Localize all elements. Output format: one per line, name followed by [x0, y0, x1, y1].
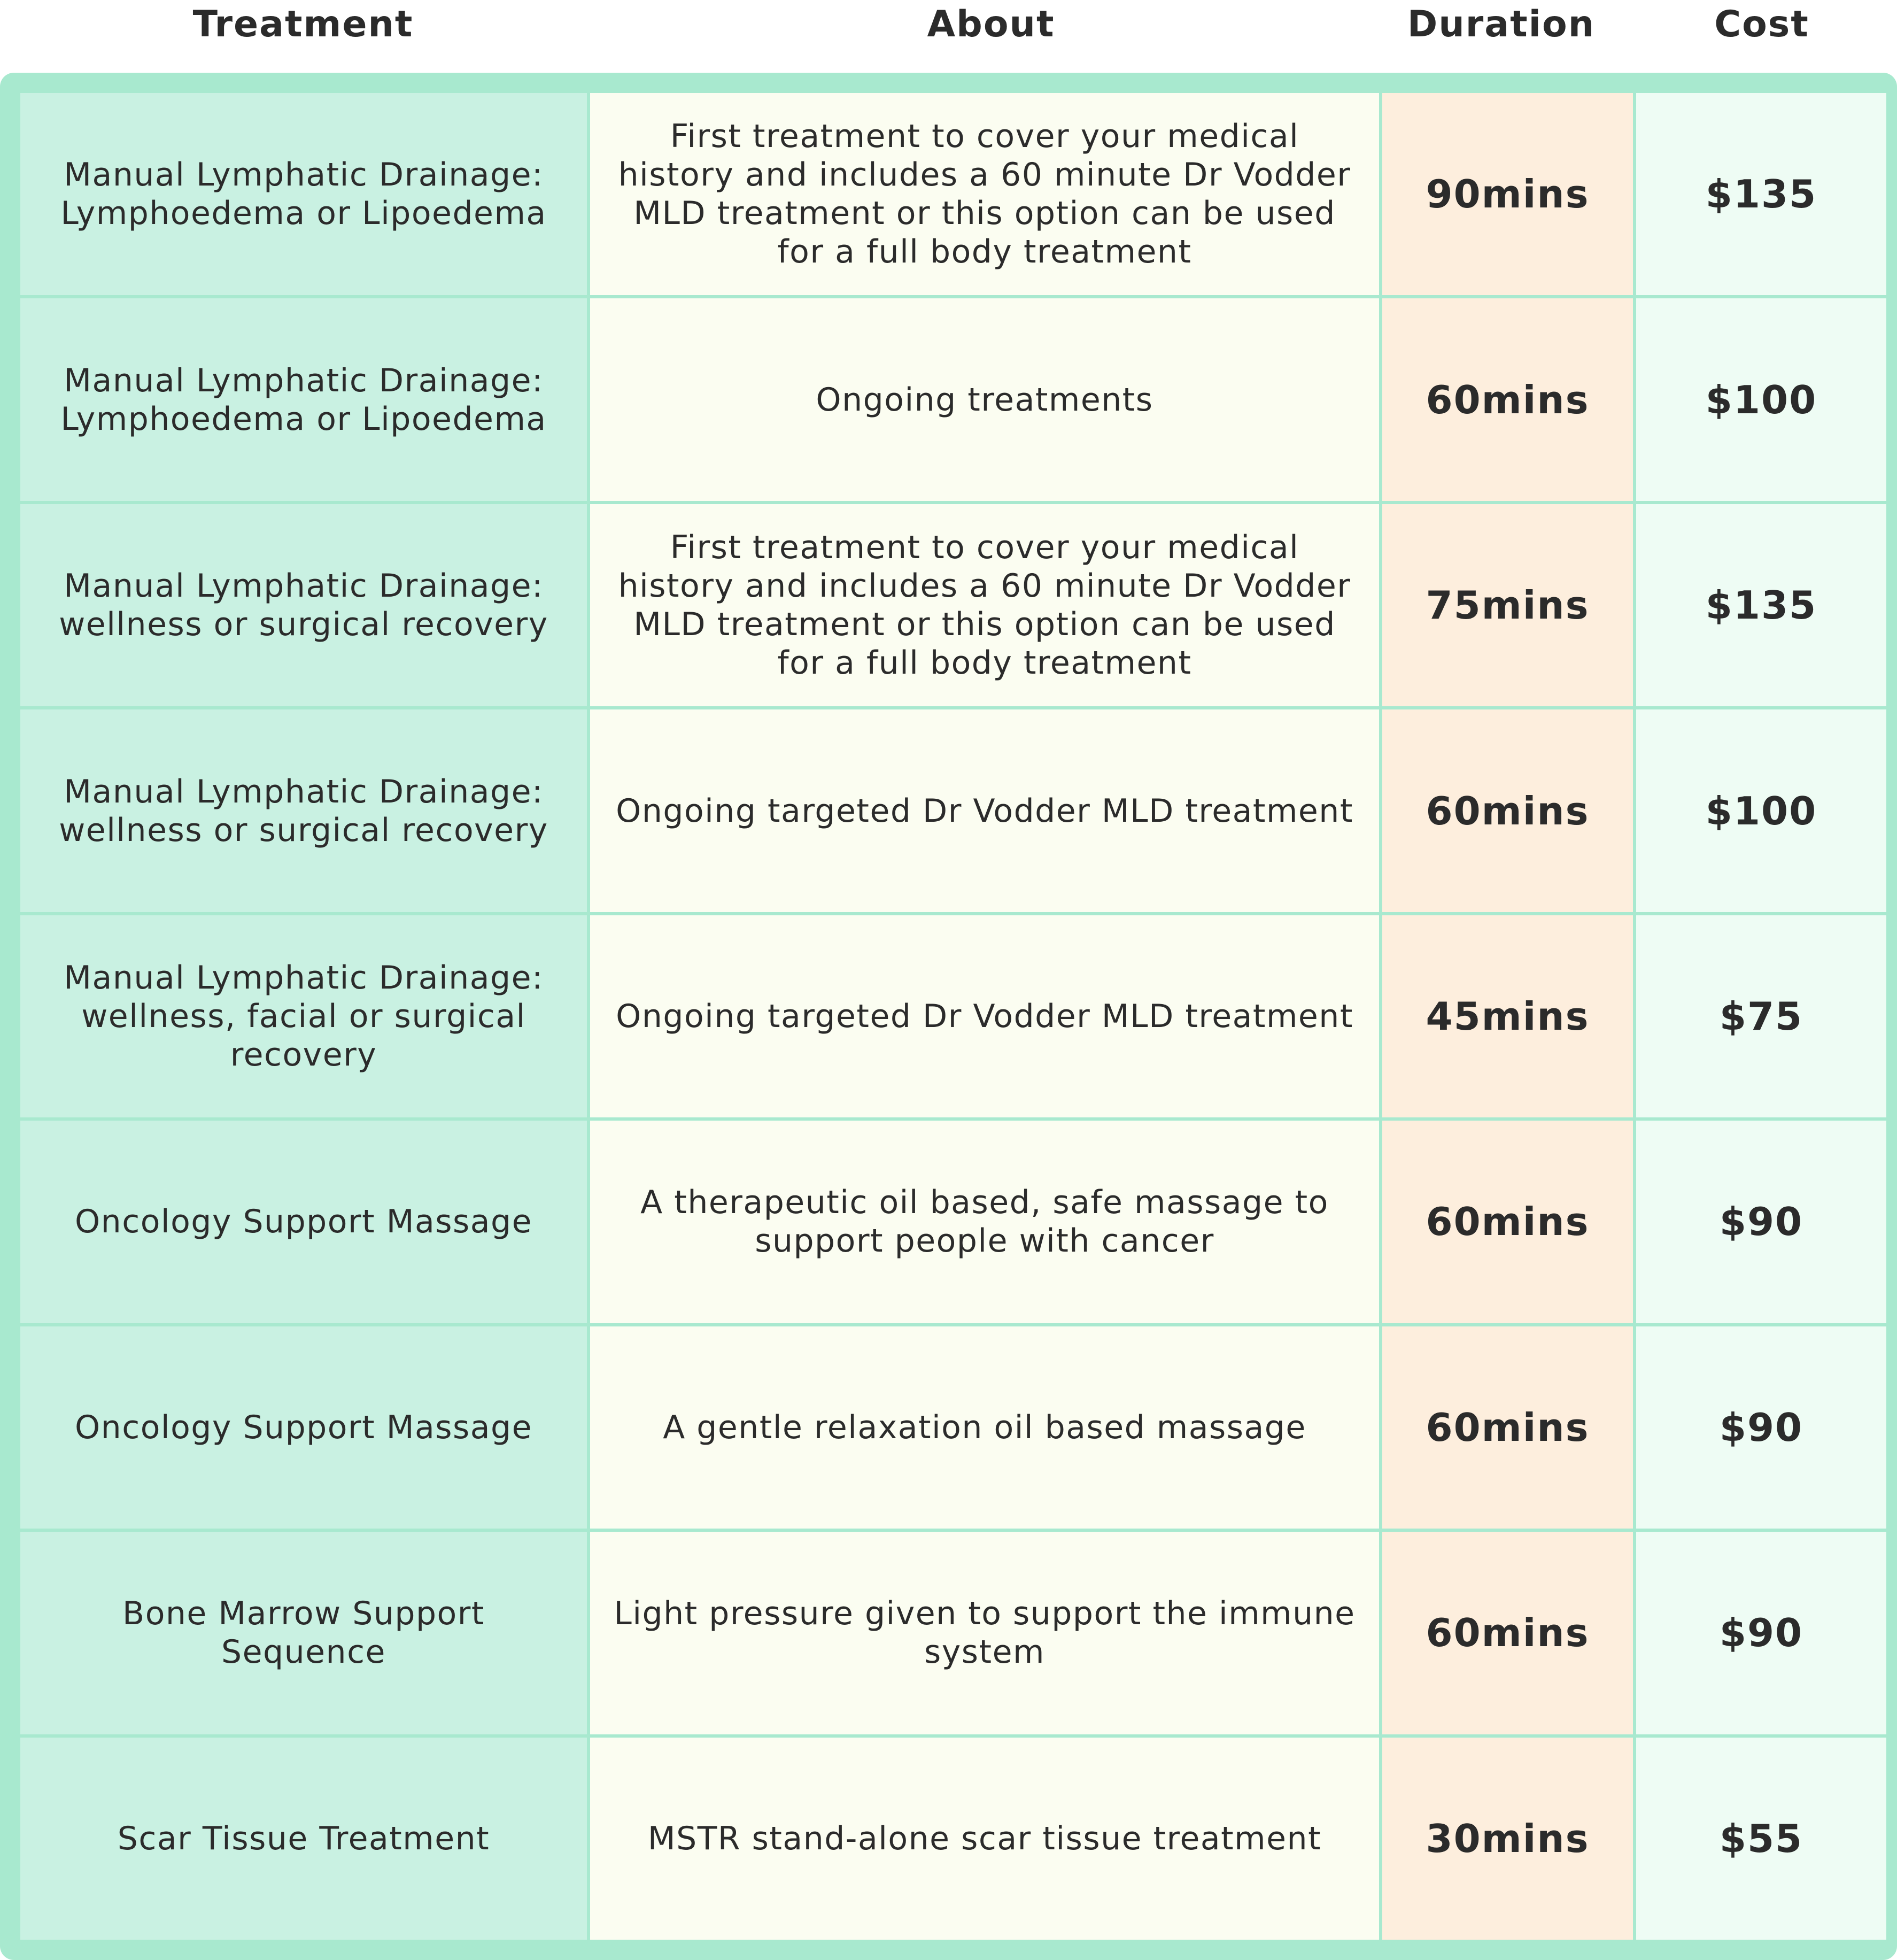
treatment-description: Ongoing targeted Dr Vodder MLD treatment	[616, 997, 1353, 1035]
treatment-cost: $90	[1719, 1199, 1803, 1245]
cost-cell	[1636, 709, 1886, 912]
treatment-cell	[20, 1532, 587, 1734]
about-cell	[590, 1326, 1379, 1529]
treatment-duration: 60mins	[1426, 1610, 1590, 1656]
table-frame	[0, 73, 1897, 1960]
about-cell	[590, 93, 1379, 295]
treatment-cost: $55	[1719, 1816, 1803, 1861]
cost-cell	[1636, 1532, 1886, 1734]
duration-cell	[1382, 298, 1633, 500]
cost-cell	[1636, 504, 1886, 706]
treatment-name: Oncology Support Massage	[74, 1408, 533, 1446]
treatment-cell	[20, 1121, 587, 1323]
treatment-description: A gentle relaxation oil based massage	[663, 1408, 1306, 1446]
treatment-cell	[20, 93, 587, 295]
treatment-table	[20, 93, 1877, 1940]
treatment-name: Manual Lymphatic Drainage: wellness or surgical recovery	[59, 773, 548, 849]
cost-cell	[1636, 298, 1886, 500]
treatment-duration: 60mins	[1426, 788, 1590, 834]
treatment-duration: 30mins	[1426, 1816, 1590, 1861]
treatment-duration: 60mins	[1426, 1405, 1590, 1450]
treatment-duration: 60mins	[1426, 377, 1590, 422]
treatment-cell	[20, 298, 587, 500]
header-treatment: Treatment	[192, 3, 414, 45]
about-cell	[590, 298, 1379, 500]
treatment-cost: $90	[1719, 1610, 1803, 1656]
about-cell	[590, 709, 1379, 912]
treatment-cost: $100	[1705, 788, 1817, 834]
about-cell	[590, 915, 1379, 1117]
cost-cell	[1636, 1121, 1886, 1323]
treatment-description: MSTR stand-alone scar tissue treatment	[647, 1819, 1322, 1857]
about-cell	[590, 1121, 1379, 1323]
treatment-name: Manual Lymphatic Drainage: wellness or surgical recovery	[59, 567, 548, 644]
duration-cell	[1382, 1326, 1633, 1529]
header-about: About	[927, 3, 1055, 45]
duration-cell	[1382, 1121, 1633, 1323]
treatment-cell	[20, 1326, 587, 1529]
cost-cell	[1636, 93, 1886, 295]
duration-cell	[1382, 1532, 1633, 1734]
treatment-cell	[20, 1738, 587, 1940]
treatment-cell	[20, 915, 587, 1117]
treatment-description: A therapeutic oil based, safe massage to support people with cancer	[640, 1184, 1329, 1260]
treatment-cell	[20, 709, 587, 912]
about-cell	[590, 1738, 1379, 1940]
treatment-duration: 60mins	[1426, 1199, 1590, 1245]
treatment-description: First treatment to cover your medical history and includes a 60 minute Dr Vodder MLD treatment or this option can be used for a full body treatment	[618, 529, 1351, 682]
duration-cell	[1382, 504, 1633, 706]
treatment-cell	[20, 504, 587, 706]
treatment-cost: $135	[1705, 583, 1817, 628]
treatment-name: Oncology Support Massage	[74, 1203, 533, 1241]
treatment-cost: $135	[1705, 172, 1817, 217]
treatment-duration: 90mins	[1426, 172, 1590, 217]
treatment-duration: 45mins	[1426, 993, 1590, 1039]
cost-cell	[1636, 915, 1886, 1117]
treatment-cost: $90	[1719, 1405, 1803, 1450]
duration-cell	[1382, 709, 1633, 912]
header-cost: Cost	[1714, 3, 1809, 45]
treatment-name: Manual Lymphatic Drainage: wellness, facial or surgical recovery	[64, 959, 544, 1074]
table-header	[0, 0, 1897, 73]
treatment-name: Scar Tissue Treatment	[117, 1819, 490, 1857]
treatment-name: Manual Lymphatic Drainage: Lymphoedema or Lipoedema	[60, 361, 547, 438]
duration-cell	[1382, 1738, 1633, 1940]
about-cell	[590, 504, 1379, 706]
treatment-description: First treatment to cover your medical history and includes a 60 minute Dr Vodder MLD treatment or this option can be used for a full body treatment	[618, 118, 1351, 271]
cost-cell	[1636, 1738, 1886, 1940]
treatment-cost: $75	[1719, 993, 1803, 1039]
about-cell	[590, 1532, 1379, 1734]
treatment-name: Bone Marrow Support Sequence	[122, 1595, 485, 1671]
duration-cell	[1382, 915, 1633, 1117]
treatment-duration: 75mins	[1426, 583, 1590, 628]
cost-cell	[1636, 1326, 1886, 1529]
treatment-name: Manual Lymphatic Drainage: Lymphoedema or Lipoedema	[60, 156, 547, 233]
treatment-description: Light pressure given to support the immune system	[614, 1595, 1356, 1671]
treatment-description: Ongoing targeted Dr Vodder MLD treatment	[616, 792, 1353, 830]
duration-cell	[1382, 93, 1633, 295]
treatment-description: Ongoing treatments	[816, 381, 1153, 419]
treatment-cost: $100	[1705, 377, 1817, 422]
header-duration: Duration	[1407, 3, 1596, 45]
